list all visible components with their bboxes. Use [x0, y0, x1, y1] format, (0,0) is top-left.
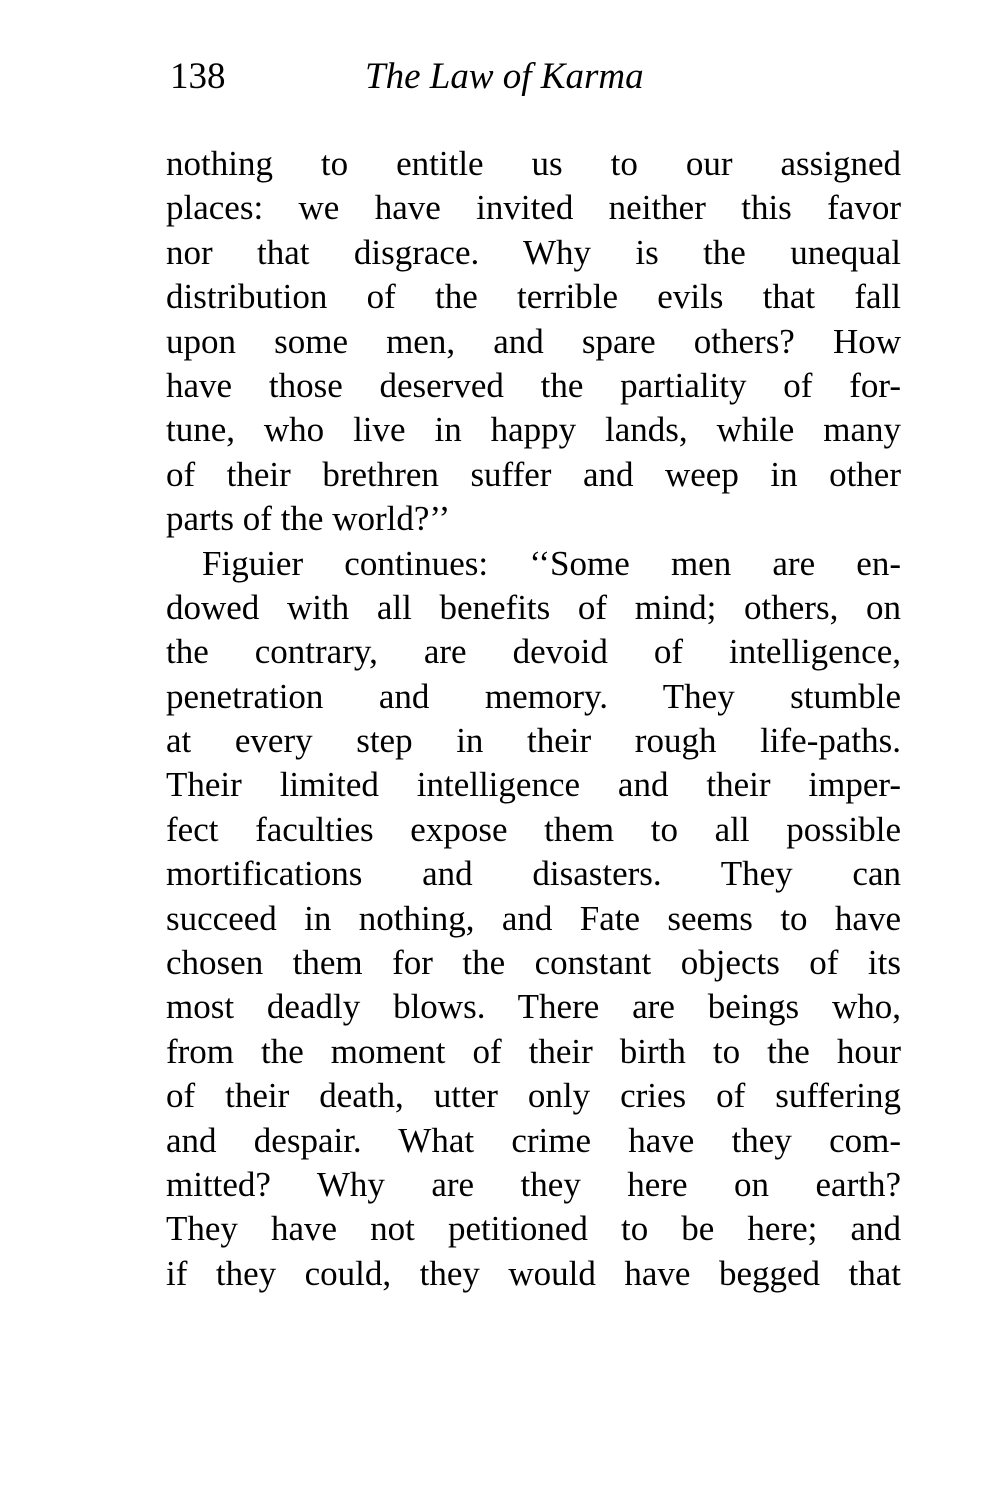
text-line: if they could, they would have begged that [166, 1253, 901, 1293]
text-line: mitted? Why are they here on earth? [166, 1164, 901, 1204]
text-line: at every step in their rough life-paths. [166, 721, 901, 761]
text-line: They have not petitioned to be here; and [166, 1209, 901, 1249]
text-line: mortifications and disasters. They can [166, 854, 901, 894]
paragraph-start-line: Figuier continues: ‘‘Some men are en- [202, 543, 901, 583]
text-line: Their limited intelligence and their imper- [166, 765, 901, 805]
text-line: the contrary, are devoid of intelligence, [166, 632, 901, 672]
text-line: nor that disgrace. Why is the unequal [166, 232, 901, 272]
text-line: fect faculties expose them to all possible [166, 809, 901, 849]
text-line: places: we have invited neither this favor [166, 188, 901, 228]
running-head [170, 52, 905, 102]
text-line: succeed in nothing, and Fate seems to have [166, 898, 901, 938]
running-title: The Law of Karma [365, 56, 644, 97]
text-line: dowed with all benefits of mind; others, on [166, 587, 901, 627]
paragraph-end-line: parts of the world?’’ [166, 499, 451, 539]
text-line: from the moment of their birth to the hour [166, 1031, 901, 1071]
text-line: penetration and memory. They stumble [166, 676, 901, 716]
text-line: most deadly blows. There are beings who, [166, 987, 901, 1027]
text-line: of their death, utter only cries of suffering [166, 1076, 901, 1116]
text-line: distribution of the terrible evils that fall [166, 277, 901, 317]
text-line: nothing to entitle us to our assigned [166, 144, 901, 183]
text-line: chosen them for the constant objects of its [166, 943, 901, 983]
text-line: upon some men, and spare others? How [166, 321, 901, 361]
text-line: and despair. What crime have they com- [166, 1120, 901, 1160]
text-line: tune, who live in happy lands, while many [166, 410, 901, 450]
text-line: of their brethren suffer and weep in other [166, 454, 901, 494]
body-text [166, 142, 901, 1296]
page-number: 138 [170, 56, 226, 97]
text-line: have those deserved the partiality of for- [166, 365, 901, 405]
